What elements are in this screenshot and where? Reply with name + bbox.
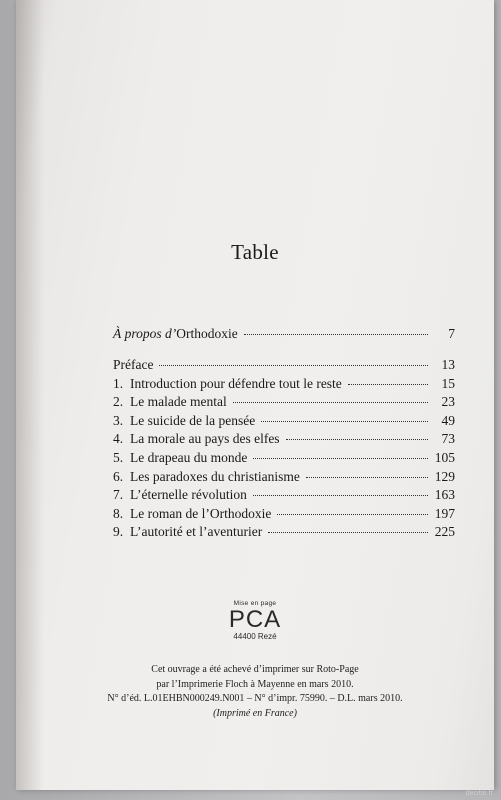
toc-entry-number: 8. [113,505,124,521]
toc-entry [113,523,455,542]
dot-leader [233,402,428,403]
toc-entry-page: 225 [434,524,455,540]
colophon-line-1: Cet ouvrage a été achevé d’imprimer sur Roto-Page [151,664,359,675]
toc-entry-page: 13 [441,357,455,372]
toc-entry-label: Les paradoxes du christianisme [130,468,300,484]
toc-entry [113,393,455,412]
toc-entry-page: 163 [434,487,455,503]
dot-leader [286,439,428,440]
dot-leader [261,421,428,422]
toc-entry-page: 15 [441,375,455,391]
toc-entry-page: 105 [434,449,455,465]
toc-entry [113,486,455,505]
toc-entry-number: 5. [113,449,124,465]
toc-entry [113,468,455,487]
toc-entry-label: Le roman de l’Orthodoxie [130,505,272,521]
page-title: Table [231,240,279,264]
toc-entry-page: 7 [448,326,455,341]
toc-entry-label: Le drapeau du monde [130,449,248,465]
toc-entry-number: 9. [113,524,124,540]
toc-entry-page: 49 [441,412,455,428]
dot-leader [159,365,428,366]
dot-leader [244,334,428,335]
typesetter-logo: PCA [228,606,282,633]
watermark: decitre.fr [465,790,493,797]
toc-entry [113,430,455,449]
toc-entry-number: 7. [113,487,124,503]
toc-entry-label: Préface [113,357,154,372]
dot-leader [306,477,428,478]
toc-entry-label-italic: À propos d’ [113,326,177,341]
dot-leader [277,514,428,515]
toc-entry-page: 73 [441,431,455,447]
toc-entry [113,375,455,394]
toc-entry-page: 129 [434,468,455,484]
toc-entry-number: 4. [113,431,124,447]
dot-leader [348,384,428,385]
toc-entry-label [113,325,238,344]
typesetter-city: 44400 Rezé [233,632,277,641]
colophon [16,663,494,721]
dot-leader [268,532,428,533]
typesetter-caption: Mise en page [233,600,277,607]
colophon-line-3: N° d’éd. L.01EHBN000249.N001 – N° d’impr. 75990. – D.L. mars 2010. [107,693,403,704]
toc-entry-label: Le suicide de la pensée [130,412,256,428]
toc-entry [113,412,455,431]
dot-leader [253,495,428,496]
book-page [16,0,494,790]
toc-entry-label: Introduction pour défendre tout le reste [130,375,342,391]
toc-entry-number: 6. [113,468,124,484]
toc-entry-number: 2. [113,394,124,410]
toc-entry [113,449,455,468]
colophon-line-4: (Imprimé en France) [213,707,297,719]
colophon-line-2: par l’Imprimerie Floch à Mayenne en mars 2010. [156,678,354,690]
toc-entry-label: La morale au pays des elfes [130,431,280,447]
toc-entry-number: 1. [113,375,124,391]
toc-entry-label: L’autorité et l’aventurier [130,524,263,540]
toc-entry [113,356,455,375]
typesetter-mark [16,600,494,642]
table-of-contents [113,356,455,542]
toc-entry-apropos [113,325,455,344]
toc-entry-label: Le malade mental [130,394,227,410]
toc-entry [113,505,455,524]
toc-entry-label-normal: Orthodoxie [176,326,238,341]
dot-leader [253,458,428,459]
toc-entry-page: 23 [441,394,455,410]
toc-entry-number: 3. [113,412,124,428]
toc-intro [113,325,455,344]
toc-entry-page: 197 [434,505,455,521]
toc-entry-label: L’éternelle révolution [130,487,247,503]
